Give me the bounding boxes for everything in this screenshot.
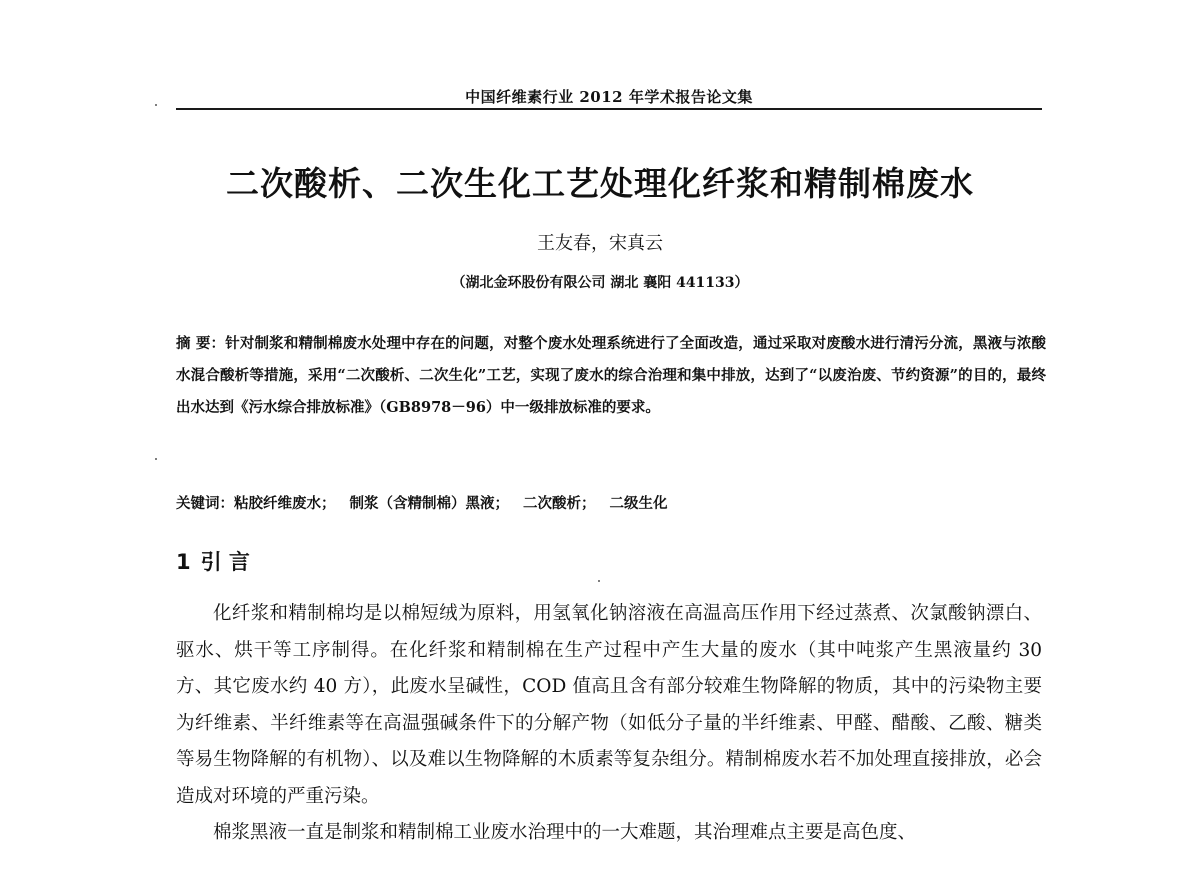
keywords bbox=[176, 492, 1046, 513]
keyword-item: 二次酸析； bbox=[523, 495, 596, 512]
keyword-item: 制浆（含精制棉）黑液； bbox=[349, 495, 509, 512]
abstract-label: 摘 要： bbox=[176, 335, 226, 352]
keyword-item: 二级生化 bbox=[609, 495, 668, 512]
keywords-label: 关键词： bbox=[176, 495, 234, 512]
paper-affiliation: （湖北金环股份有限公司 湖北 襄阳 441133） bbox=[451, 275, 749, 291]
abstract bbox=[176, 328, 1046, 424]
paper-title: 二次酸析、二次生化工艺处理化纤浆和精制棉废水 bbox=[226, 164, 974, 203]
running-header: 中国纤维素行业 2012 年学术报告论文集 bbox=[465, 88, 753, 106]
body-paragraph: 棉浆黑液一直是制浆和精制棉工业废水治理中的一大难题，其治理难点主要是高色度、 bbox=[213, 822, 917, 843]
scan-speck bbox=[155, 458, 157, 460]
section-number: 1 bbox=[176, 550, 191, 574]
paper-authors: 王友春，宋真云 bbox=[537, 233, 663, 254]
abstract-text: 针对制浆和精制棉废水处理中存在的问题，对整个废水处理系统进行了全面改造，通过采取对废酸水进行清污分流，黑液与浓酸水混合酸析等措施，采用“二次酸析、二次生化”工艺，实现了废水的综合治理和集中排放，达到了“以废治废、节约资源”的目的，最终出水达到《污水综合排放标准》（GB8978－96）中一级排放标准的要求。 bbox=[176, 335, 1046, 416]
body-paragraph: 化纤浆和精制棉均是以棉短绒为原料，用氢氧化钠溶液在高温高压作用下经过蒸煮、次氯酸钠漂白、驱水、烘干等工序制得。在化纤浆和精制棉在生产过程中产生大量的废水（其中吨浆产生黑液量约 30 方、其它废水约 40 方），此废水呈碱性，COD 值高且含有部分较难生物降解的物质，其中的污染物主要为纤维素、半纤维素等在高温强碱条件下的分解产物（如低分子量的半纤维素、甲醛、醋酸、乙酸、糖类等易生物降解的有机物）、以及难以生物降解的木质素等复杂组分。精制棉废水若不加处理直接排放，必会造成对环境的严重污染。 bbox=[176, 603, 1042, 807]
section-title: 引 言 bbox=[200, 550, 250, 574]
keyword-item: 粘胶纤维废水； bbox=[234, 495, 336, 512]
scan-speck bbox=[155, 104, 157, 106]
body-text bbox=[176, 596, 1042, 852]
scan-speck bbox=[598, 580, 600, 582]
header-rule bbox=[176, 108, 1042, 110]
section-heading bbox=[176, 546, 250, 576]
